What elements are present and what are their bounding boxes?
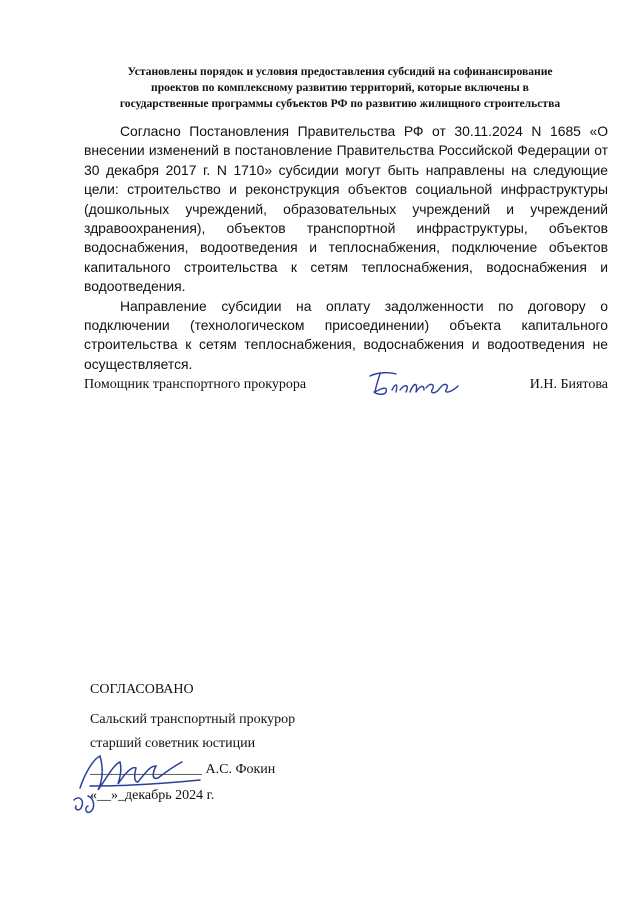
paragraph-1: Согласно Постановления Правительства РФ от 30.11.2024 N 1685 «О внесении изменений в постановление Правительства Российской Федерации от 30 декабря 2017 г. N 1710» субсидии могут быть направлены на следующие цели: строительство и реконструкция объектов социальной инфраструктуры (дошкольных учреждений, образовательных учреждений и учреждений здравоохранения), объектов транспортной инфраструктуры, объектов водоснабжения, водоотведения и теплоснабжения, подключение объектов капитального строительства к сетям теплоснабжения, водоснабжения и водоотведения. [84, 123, 608, 295]
document-body [84, 122, 608, 374]
handwritten-signature [366, 368, 466, 402]
title-line-3: государственные программы субъектов РФ по развитию жилищного строительства [119, 97, 561, 110]
paragraph-2: Направление субсидии на оплату задолженности по договору о подключении (технологическом присоединении) объекта капитального строительства к сетям теплоснабжения, водоснабжения и водоотведения не осуществляется. [84, 297, 608, 372]
signatory-name: И.Н. Биятова [529, 377, 608, 392]
approval-line-1: Сальский транспортный прокурор [90, 712, 296, 727]
signatory-role: Помощник транспортного прокурора [84, 377, 307, 392]
signature-block [84, 374, 608, 398]
document-title [80, 64, 600, 112]
approval-handwritten-signature [70, 726, 210, 816]
approval-date-line: «__»_декабрь 2024 г. [90, 788, 215, 803]
title-line-1: Установлены порядок и условия предоставления субсидий на софинансирование [127, 65, 553, 78]
approval-heading: СОГЛАСОВАНО [90, 682, 194, 697]
approval-name-line: ________________ А.С. Фокин [90, 762, 276, 777]
approval-line-2: старший советник юстиции [90, 736, 256, 751]
title-line-2: проектов по комплексному развитию территорий, которые включены в [151, 81, 529, 94]
